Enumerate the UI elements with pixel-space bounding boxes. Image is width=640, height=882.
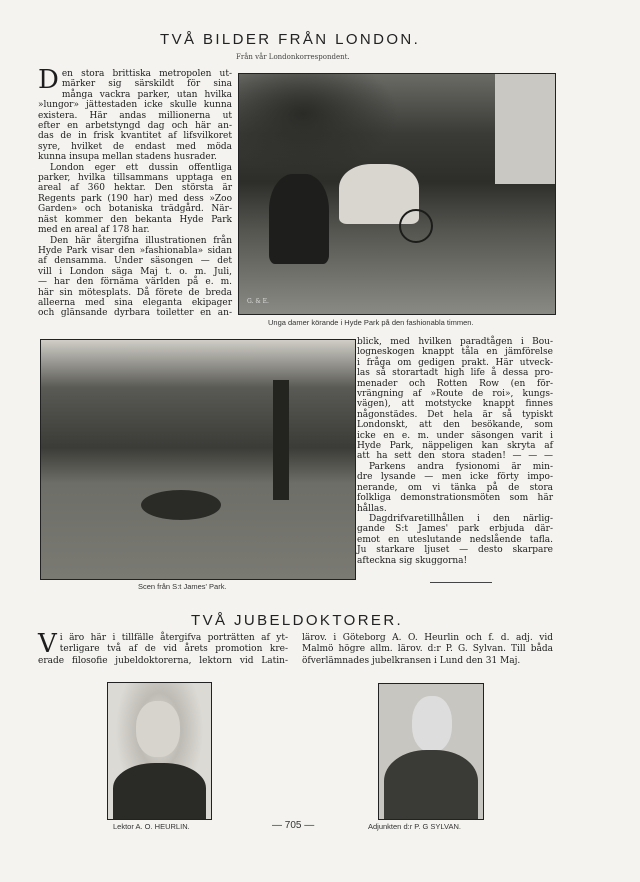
text-line: Malmö högre allm. lärov. d:r P. G. Sylvan. Till båda: [302, 644, 553, 655]
article2-right-column: [302, 633, 553, 667]
text-line: kunna insupa mellan stadens husrader.: [38, 152, 217, 163]
text-line: dre lysande — men icke förty impo-: [357, 472, 553, 483]
drop-cap: D: [38, 65, 59, 95]
text-line: vägen), att motstycke knappt finnes: [357, 399, 553, 410]
text-line: — har den förnäma världen på e. m.: [38, 277, 232, 288]
photo-hyde-park-carriages: [238, 73, 556, 315]
text-line: Hyde Park, näppeligen kan skryta af: [357, 441, 553, 452]
text-line: öfverlämnades jubelkransen i Lund den 31 Maj.: [302, 655, 521, 666]
text-line: London eger ett dussin offentliga: [50, 162, 232, 173]
text-line: »lungor» jättestaden icke skulle kunna: [38, 100, 232, 111]
article-title: TVÅ BILDER FRÅN LONDON.: [160, 31, 421, 48]
article2-title: TVÅ JUBELDOKTORER.: [191, 612, 404, 629]
text-line: Hyde Park visar den »fashionabla» sidan: [38, 245, 232, 256]
page-number: — 705 —: [272, 820, 315, 831]
text-line: Regents park (190 har) med dess »Zoo: [38, 193, 232, 204]
text-line: existera. Här andas millionerna ut: [38, 110, 232, 121]
text-line: afteckna sig skuggorna!: [357, 555, 468, 566]
photo1-caption: Unga damer körande i Hyde Park på den fashionabla timmen.: [268, 318, 474, 327]
portrait-heurlin: [107, 682, 212, 820]
text-line: terligare två af de vid årets promotion kre-: [59, 644, 288, 655]
text-line: logneskogen knappt tåla en jämförelse: [357, 347, 553, 358]
text-line: syre, hvilket de endast med möda: [38, 141, 232, 152]
photo2-caption: Scen från S:t James' Park.: [138, 582, 227, 591]
text-line: Ju starkare ljuset — desto skarpare: [357, 545, 553, 556]
text-line: af densamma. Under säsongen — det: [38, 256, 232, 267]
article-subtitle: Från vår Londonkorrespondent.: [236, 53, 350, 61]
text-line: med en areal af 178 har.: [38, 225, 150, 236]
text-line: efter en arbetstyngd dag och här an-: [38, 121, 232, 132]
text-line: Parkens andra fysionomi är min-: [369, 461, 553, 472]
text-line: en stora brittiska metropolen ut-: [61, 69, 232, 79]
text-line: att ha sett den stora staden! — — —: [357, 451, 553, 462]
text-line: emot en uteslutande nedslående tafla.: [357, 534, 553, 545]
text-line: vill i London säga Maj t. o. m. Juli,: [38, 266, 232, 277]
text-line: här sin mötesplats. Då förete de breda: [38, 287, 232, 298]
text-line: parker, hvilka tillsammans upptaga en: [38, 173, 232, 184]
portrait2-caption: Adjunkten d:r P. G SYLVAN.: [368, 822, 461, 831]
text-line: icke en e. m. under säsongen varit i: [357, 430, 553, 441]
text-line: och glänsande dyrbara toiletter en an-: [38, 308, 232, 319]
drop-cap: V: [38, 629, 57, 659]
text-line: någonstädes. Det hela är så typiskt: [357, 409, 553, 420]
text-line: menader och Rotten Row (en för-: [357, 378, 553, 389]
text-line: näst kommer den bekanta Hyde Park: [38, 214, 232, 225]
text-line: märker sig särskildt för sina: [61, 79, 232, 90]
text-line: Den här återgifna illustrationen från: [50, 235, 232, 246]
text-line: i fråga om gedigen prakt. Här utveck-: [357, 357, 553, 368]
text-line: areal af 360 hektar. Den största är: [38, 183, 232, 194]
article2-left-column: [38, 629, 288, 667]
section-divider: [430, 582, 492, 583]
text-line: hållas.: [357, 503, 387, 514]
text-line: Dagdrifvaretillhållen i den närlig-: [369, 513, 553, 524]
text-line: Londonskt, att den besökande, som: [357, 420, 553, 431]
text-line: folkliga demonstrationsmöten som här: [357, 493, 553, 504]
article-right-column: [357, 337, 553, 566]
text-line: das de in frisk kvantitet af lifsvilkoret: [38, 131, 232, 142]
article-left-column: [38, 65, 232, 319]
text-line: blick, med hvilken paradtågen i Bou-: [357, 337, 553, 347]
portrait1-caption: Lektor A. O. HEURLIN.: [113, 822, 190, 831]
text-line: erade filosofie jubeldoktorerna, lektorn vid Latin-: [38, 655, 288, 666]
text-line: las så storartadt high life å dessa pro-: [357, 368, 553, 379]
portrait-sylvan: [378, 683, 484, 820]
text-line: vrängning af »Route de roi», kungs-: [357, 389, 553, 400]
text-line: alleerna med sina eleganta ekipager: [38, 297, 232, 308]
text-line: lärov. i Göteborg A. O. Heurlin och f. d. adj. vid: [302, 633, 553, 643]
photo-mark: G. & E.: [247, 298, 269, 305]
text-line: nerande, om vi tänka på de stora: [357, 482, 553, 493]
text-line: många vackra parker, utan hvilka: [61, 89, 232, 100]
photo-st-james-park: [40, 339, 356, 580]
text-line: gande S:t James' park erbjuda där-: [357, 524, 553, 535]
text-line: Garden» och botaniska trädgård. När-: [38, 204, 232, 215]
text-line: i äro här i tillfälle återgifva porträtten af yt-: [59, 633, 288, 643]
